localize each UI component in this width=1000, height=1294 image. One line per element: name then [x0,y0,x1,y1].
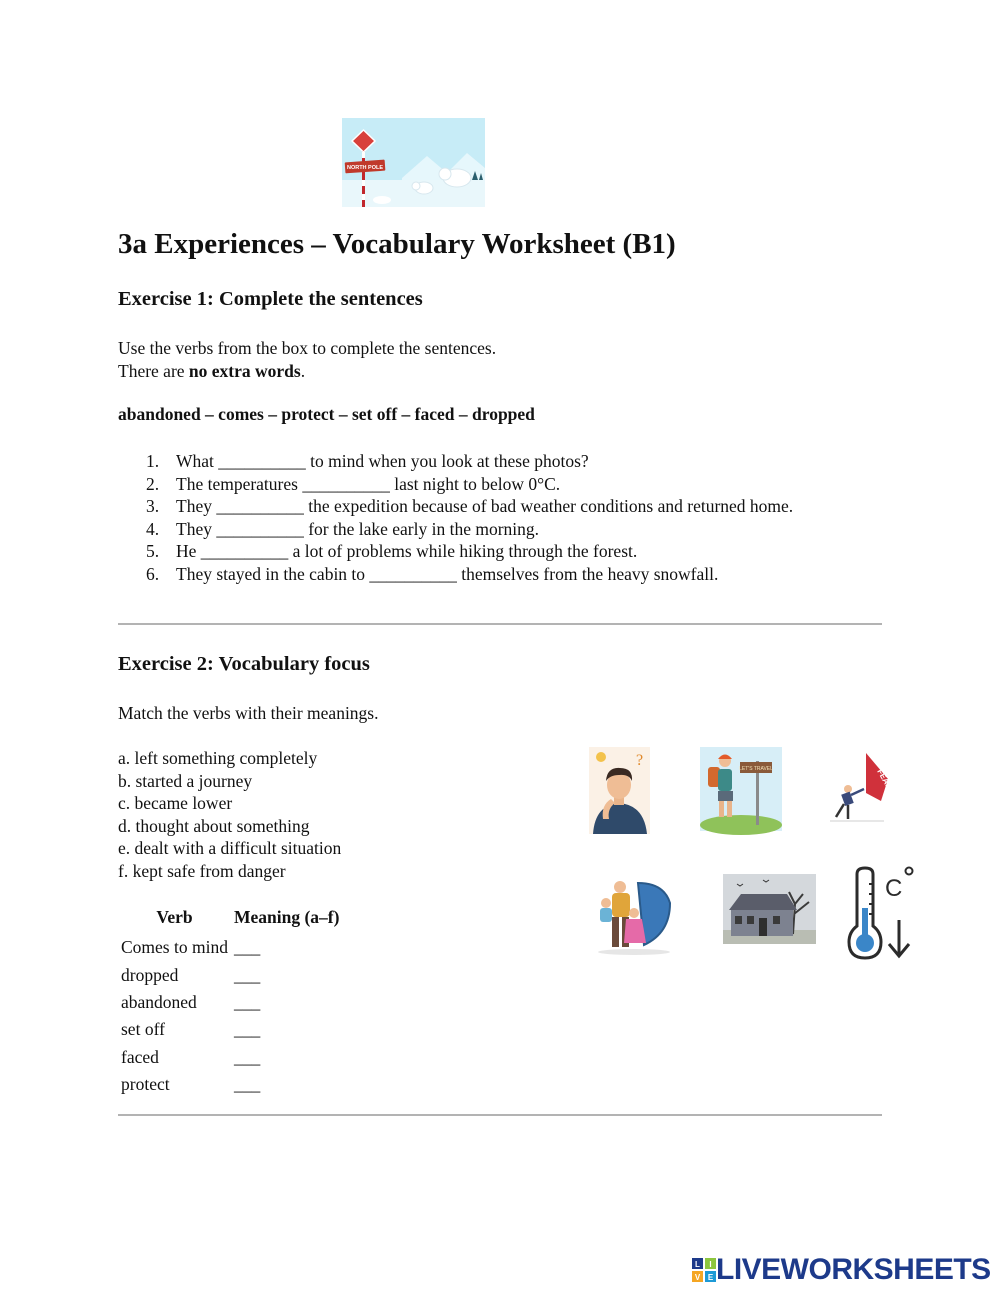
sentence-item [146,540,793,563]
verb-cell: protect [121,1074,170,1095]
answer-blank[interactable]: ___ [233,937,261,958]
table-row [118,989,342,1016]
sentence-item [146,563,793,586]
abandoned-house-picture [723,874,816,944]
section-divider [118,623,882,625]
sentence-item [146,473,793,496]
sentence-item [146,518,793,541]
facing-fear-picture [826,749,894,823]
sentence-text[interactable]: They __________ the expedition because of bad weather conditions and returned home. [176,496,794,517]
sentence-text[interactable]: They stayed in the cabin to __________ themselves from the heavy snowfall. [176,563,719,584]
meanings-list [118,747,341,883]
instructions-line-1: Use the verbs from the box to complete the sentences. [118,338,497,358]
traveller-picture [700,747,782,831]
sentence-item [146,495,793,518]
answer-blank[interactable]: ___ [233,1019,261,1040]
celsius-letter: C [885,875,903,902]
logo-tile-e: E [707,1273,714,1282]
instructions-line-2-prefix: There are [118,360,189,381]
meaning-item: f. kept safe from danger [118,860,286,881]
meaning-item: d. thought about something [118,815,310,836]
exercise-1-instructions [118,337,496,382]
sentence-text[interactable]: They __________ for the lake early in the morning. [176,518,540,539]
logo-tiles-icon [692,1258,716,1282]
logo-tile-l: L [695,1260,700,1269]
section-divider [118,1114,882,1116]
table-header-row [118,906,342,934]
sentence-list [146,450,793,586]
answer-blank[interactable]: ___ [233,964,261,985]
sentence-number: 6. [146,563,160,584]
sentence-number: 5. [146,541,160,562]
answer-blank[interactable]: ___ [233,1074,261,1095]
instructions-line-2-suffix: . [300,360,306,381]
table-row [118,1044,342,1071]
meaning-item: a. left something completely [118,748,318,768]
north-pole-illustration [342,118,485,207]
word-box: abandoned – comes – protect – set off – faced – dropped [118,404,535,424]
meaning-item: b. started a journey [118,770,253,791]
table-row [118,1071,342,1098]
signpost-text: LET'S TRAVEL [739,766,773,772]
matching-table [118,906,342,1098]
sentence-number: 1. [146,451,160,471]
logo-tile-i: I [709,1260,712,1269]
logo-tile-v: V [694,1273,701,1282]
answer-blank[interactable]: ___ [233,1046,261,1067]
answer-blank[interactable]: ___ [233,991,261,1012]
logo-text[interactable]: LIVEWORKSHEETS [716,1253,991,1286]
table-row [118,934,342,961]
verb-cell: Comes to mind [121,937,228,958]
fear-text: FEAR [875,767,894,791]
table-row [118,961,342,988]
column-header-verb: Verb [156,906,193,927]
exercise-2-instructions: Match the verbs with their meanings. [118,703,379,723]
sign-text: NORTH POLE [346,165,384,171]
worksheet-title: 3a Experiences – Vocabulary Worksheet (B1) [118,228,676,260]
sentence-text[interactable]: He __________ a lot of problems while hiking through the forest. [176,541,638,562]
liveworksheets-logo [692,1253,991,1287]
instructions-line-2 [118,360,496,383]
question-mark: ? [636,752,644,769]
verb-cell: dropped [121,964,179,985]
sentence-text[interactable]: What __________ to mind when you look at these photos? [176,451,589,471]
sentence-number: 3. [146,496,160,517]
verb-cell: abandoned [121,991,197,1012]
thinking-man-picture [589,747,650,834]
exercise-2-heading: Exercise 2: Vocabulary focus [118,653,370,675]
sentence-number: 2. [146,473,160,494]
meaning-item: c. became lower [118,793,233,814]
sentence-text[interactable]: The temperatures __________ last night to below 0°C. [176,473,561,494]
verb-cell: set off [121,1019,165,1040]
instructions-line-2-bold: no extra words [188,360,301,381]
column-header-meaning: Meaning (a–f) [233,906,340,927]
verb-cell: faced [121,1046,159,1067]
sentence-number: 4. [146,518,160,539]
exercise-1-heading: Exercise 1: Complete the sentences [118,288,423,310]
table-row [118,1016,342,1043]
sentence-item [146,450,793,473]
protecting-family-picture [594,873,674,956]
thermometer-drop-picture [843,864,917,962]
meaning-item: e. dealt with a difficult situation [118,838,342,859]
